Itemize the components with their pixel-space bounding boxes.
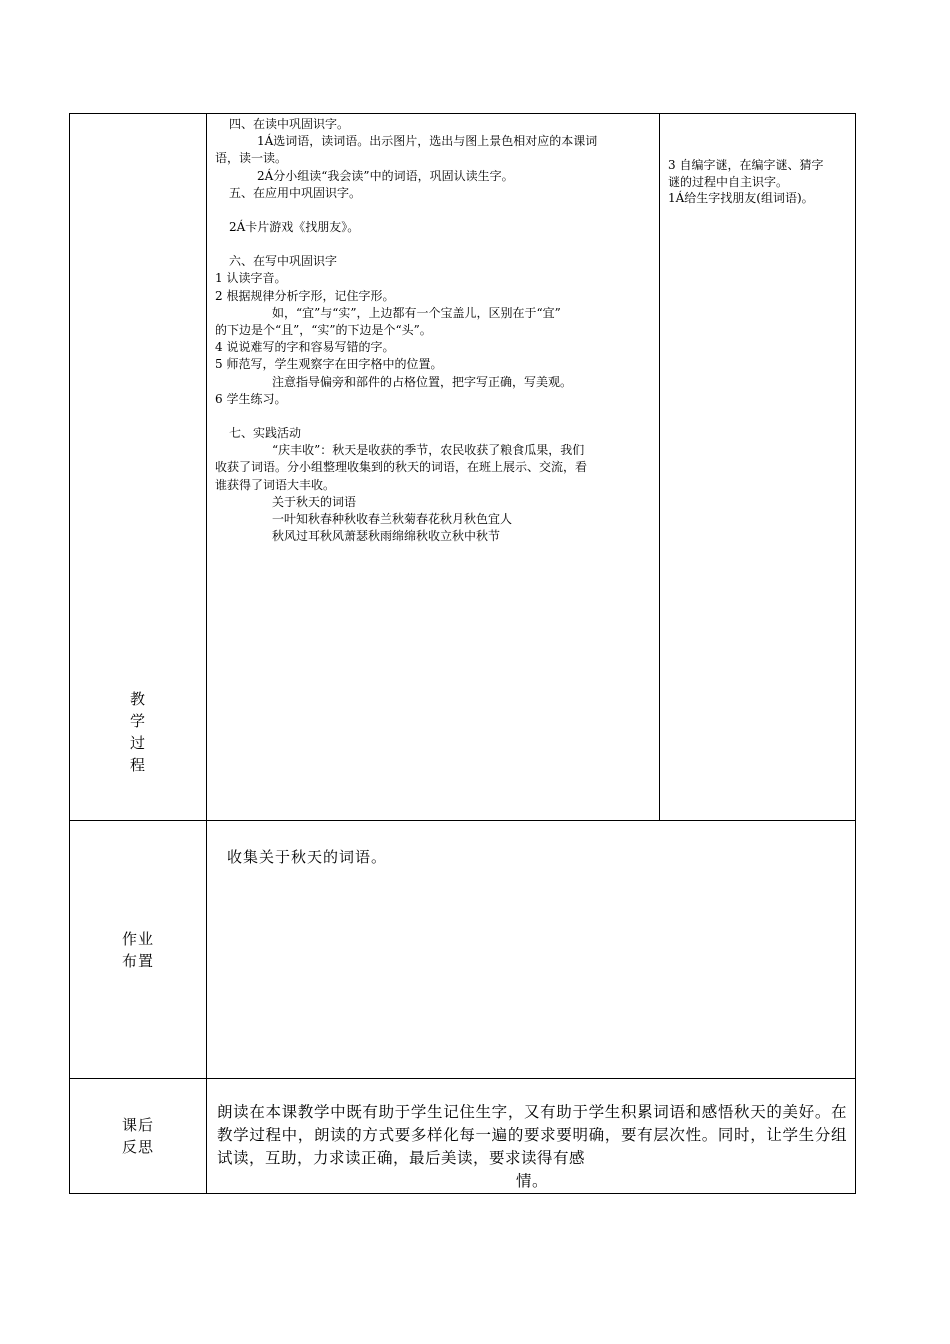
content-line: 5 师范写，学生观察字在田字格中的位置。 [215, 357, 443, 372]
label-char: 学 [129, 712, 146, 730]
content-line: “庆丰收”：秋天是收获的季节，农民收获了粮食瓜果，我们 [272, 443, 585, 458]
content-line: 2 根据规律分析字形，记住字形。 [215, 288, 395, 303]
reflection-text-last: 情。 [515, 1172, 548, 1190]
homework-content-cell [207, 821, 856, 1079]
homework-row [70, 821, 856, 1079]
student-activity-content [660, 114, 855, 207]
label-char: 教 [129, 690, 146, 708]
label-char: 过 [129, 734, 146, 752]
blank-line [215, 236, 653, 253]
label-line: 反思 [121, 1138, 154, 1156]
homework-label-cell [70, 821, 207, 1079]
content-line: 1 认读字音。 [215, 271, 287, 286]
content-line: 秋风过耳秋风萧瑟秋雨绵绵秋收立秋中秋节 [272, 529, 501, 544]
teaching-process-content [207, 114, 659, 545]
content-line: 五、在应用中巩固识字。 [229, 185, 362, 200]
reflection-text [207, 1079, 855, 1193]
content-line: 六、在写中巩固识字 [229, 254, 338, 269]
student-activity-cell [660, 114, 856, 821]
reflection-content-cell [207, 1079, 856, 1194]
content-line: 关于秋天的词语 [272, 494, 357, 509]
label-char: 程 [129, 756, 146, 774]
content-line: 注意指导偏旁和部件的占格位置，把字写正确，写美观。 [272, 374, 573, 389]
content-line: 1Á选词语，读词语。出示图片，选出与图上景色相对应的本课词 [257, 134, 598, 149]
content-line: 七、实践活动 [229, 426, 302, 441]
student-activity-line: 3 自编字谜，在编字谜、猜字 [668, 158, 824, 172]
content-line: 谁获得了词语大丰收。 [215, 477, 336, 492]
reflection-label-cell [70, 1079, 207, 1194]
teaching-process-content-cell [207, 114, 660, 821]
blank-line [215, 202, 653, 219]
content-line: 四、在读中巩固识字。 [229, 117, 350, 131]
teaching-process-row [70, 114, 856, 821]
reflection-label [122, 1114, 154, 1158]
label-line: 布置 [121, 951, 154, 970]
reflection-row [70, 1079, 856, 1194]
homework-text: 收集关于秋天的词语。 [227, 848, 388, 866]
content-line: 的下边是个“且”，“实”的下边是个“头”。 [215, 323, 432, 338]
content-line: 2Á卡片游戏《找朋友》。 [229, 220, 360, 235]
homework-label [122, 928, 154, 972]
content-line: 2Á分小组读“我会读”中的词语，巩固认读生字。 [257, 168, 514, 183]
content-line: 一叶知秋春种秋收春兰秋菊春花秋月秋色宜人 [272, 512, 513, 527]
label-line: 作业 [121, 929, 154, 948]
reflection-text-main: 朗读在本课教学中既有助于学生记住生字，又有助于学生积累词语和感悟秋天的美好。在教学过程中，朗读的方式要多样化每一遍的要求要明确，要有层次性。同时，让学生分组试读，互助，力求读正确，最后美读，要求读得有感 [217, 1103, 847, 1167]
student-activity-line: 1Á给生字找朋友(组词语)。 [668, 191, 814, 205]
content-line: 6 学生练习。 [215, 391, 287, 406]
content-line: 语，读一读。 [215, 151, 288, 166]
student-activity-line: 谜的过程中自主识字。 [668, 174, 789, 189]
content-line: 4 说说难写的字和容易写错的字。 [215, 340, 395, 355]
teaching-process-label-cell [70, 114, 207, 821]
lesson-plan-table [69, 113, 856, 1194]
blank-line [215, 408, 653, 425]
teaching-process-label [70, 688, 206, 776]
label-line: 课后 [121, 1116, 154, 1134]
content-line: 如，“宜”与“实”，上边都有一个宝盖儿，区别在于“宜” [272, 305, 561, 320]
content-line: 收获了词语。分小组整理收集到的秋天的词语，在班上展示、交流，看 [215, 460, 588, 475]
